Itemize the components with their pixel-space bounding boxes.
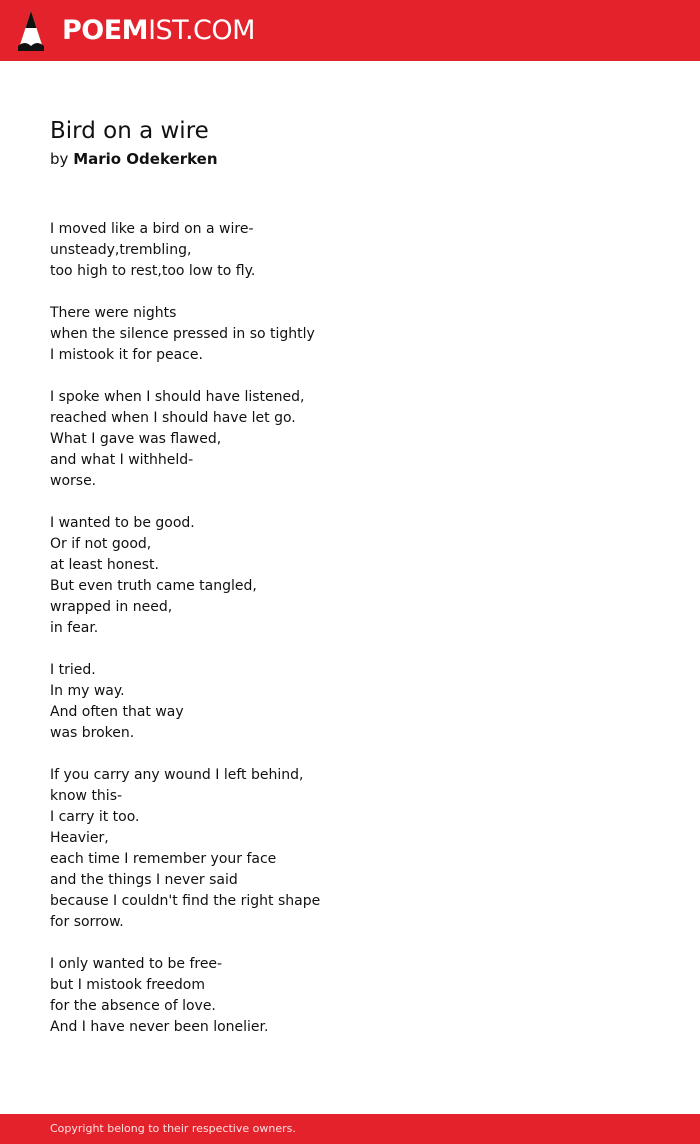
poem-line: and what I withheld- xyxy=(50,452,194,468)
poem-line: too high to rest,too low to fly. xyxy=(50,263,256,279)
poem-line: I mistook it for peace. xyxy=(50,347,203,363)
poem-line: worse. xyxy=(50,473,97,489)
copyright-notice: Copyright belong to their respective owners. xyxy=(50,1122,296,1135)
poem-stanza xyxy=(50,513,650,639)
poem-line: in fear. xyxy=(50,620,99,636)
poem-line: and the things I never said xyxy=(50,872,238,888)
poem-line: I spoke when I should have listened, xyxy=(50,389,305,405)
poem-stanza xyxy=(50,219,650,282)
poem-line: for the absence of love. xyxy=(50,998,216,1014)
poem-line: but I mistook freedom xyxy=(50,977,205,993)
site-footer xyxy=(0,1114,700,1144)
poem-line: If you carry any wound I left behind, xyxy=(50,767,304,783)
poem-stanza xyxy=(50,765,650,933)
brand-light: IST.COM xyxy=(148,15,255,46)
poem-line: reached when I should have let go. xyxy=(50,410,296,426)
poem-stanza xyxy=(50,660,650,744)
poem-line: In my way. xyxy=(50,683,125,699)
poem-title: Bird on a wire xyxy=(50,118,209,144)
poem-line: And I have never been lonelier. xyxy=(50,1019,269,1035)
poem-line: each time I remember your face xyxy=(50,851,277,867)
poem-stanza xyxy=(50,954,650,1038)
poem-byline xyxy=(50,149,218,169)
poem-line: was broken. xyxy=(50,725,135,741)
poem-line: I only wanted to be free- xyxy=(50,956,223,972)
poem-body xyxy=(50,219,650,1059)
poem-author: Mario Odekerken xyxy=(73,150,218,168)
site-header xyxy=(0,0,700,61)
poem-line: I moved like a bird on a wire- xyxy=(50,221,254,237)
poem-line: And often that way xyxy=(50,704,184,720)
poem-line: There were nights xyxy=(50,305,177,321)
site-logo-text[interactable] xyxy=(62,14,255,48)
poem-line: because I couldn't find the right shape xyxy=(50,893,321,909)
poem-line: Or if not good, xyxy=(50,536,152,552)
poem-line: at least honest. xyxy=(50,557,159,573)
poem-line: for sorrow. xyxy=(50,914,124,930)
poem-line: I wanted to be good. xyxy=(50,515,195,531)
by-label: by xyxy=(50,150,69,168)
pencil-tip-icon[interactable] xyxy=(17,10,45,52)
poem-stanza xyxy=(50,387,650,492)
poem-line: What I gave was flawed, xyxy=(50,431,222,447)
poem-line: wrapped in need, xyxy=(50,599,173,615)
poem-stanza xyxy=(50,303,650,366)
poem-line: I carry it too. xyxy=(50,809,140,825)
poem-line: Heavier, xyxy=(50,830,109,846)
poem-line: know this- xyxy=(50,788,123,804)
brand-bold: POEM xyxy=(62,15,149,46)
poem-line: I tried. xyxy=(50,662,96,678)
poem-line: unsteady,trembling, xyxy=(50,242,192,258)
poem-line: when the silence pressed in so tightly xyxy=(50,326,315,342)
poem-line: But even truth came tangled, xyxy=(50,578,257,594)
